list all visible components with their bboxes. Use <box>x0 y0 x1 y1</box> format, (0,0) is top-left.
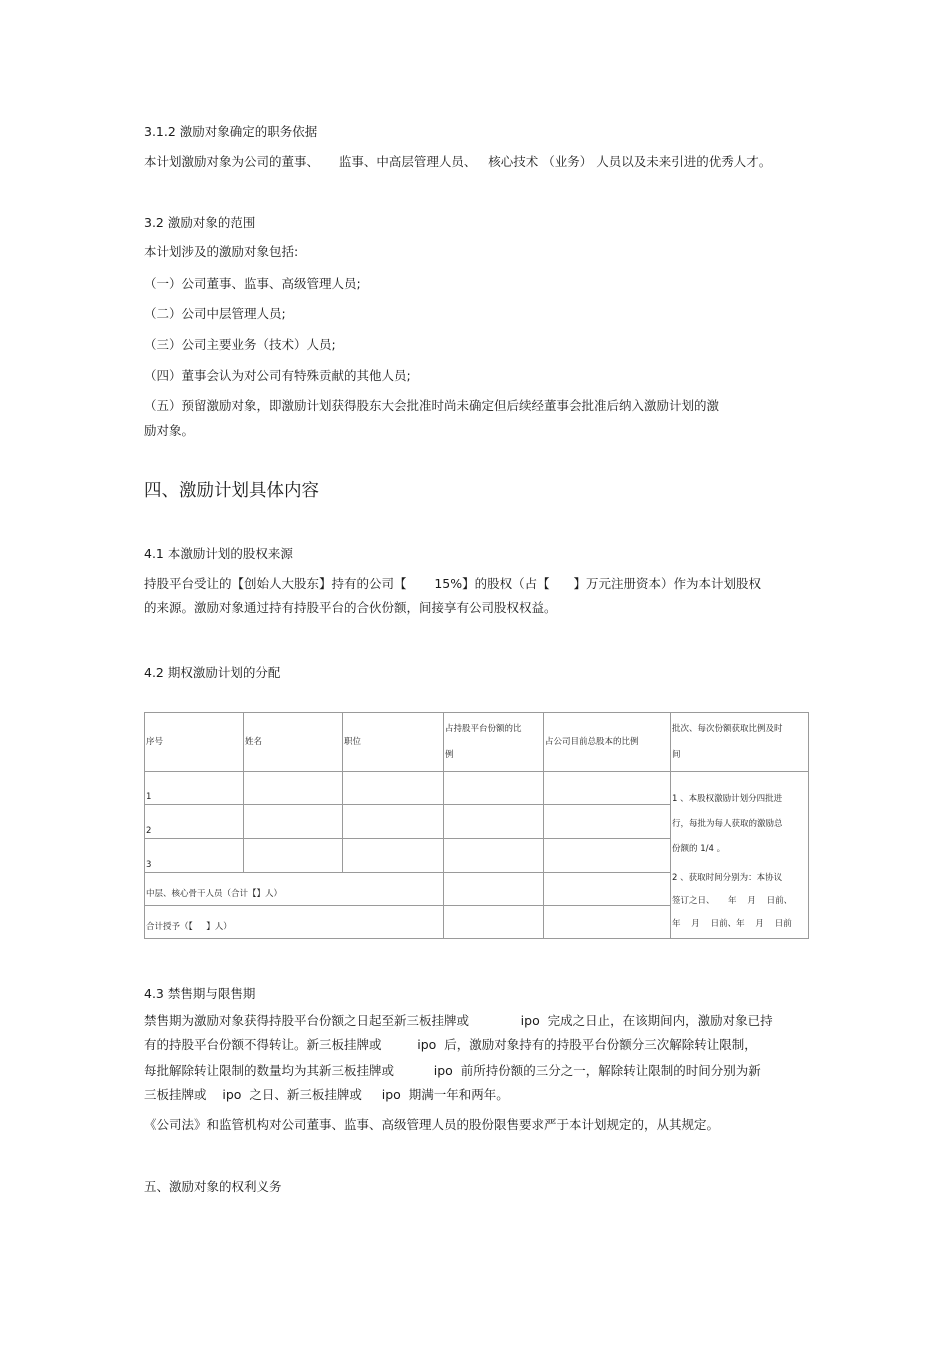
batch-schedule-note <box>671 772 809 939</box>
list-item-continuation: 励对象。 <box>144 423 195 438</box>
table-cell <box>244 772 343 805</box>
table-cell <box>544 805 671 839</box>
table-cell <box>444 873 544 906</box>
section-4-1-line-2: 的来源。激励对象通过持有持股平台的合伙份额，间接享有公司股权权益。 <box>144 600 557 615</box>
allocation-table <box>144 712 809 939</box>
row-index: 2 <box>145 805 244 839</box>
list-item: （二）公司中层管理人员; <box>144 306 286 321</box>
note-line: 1 、本股权激励计划分四批进 <box>672 794 783 804</box>
row-mid-staff: 中层、核心骨干人员（合计【】人） <box>145 873 444 906</box>
section-4-3-heading: 4.3 禁售期与限售期 <box>144 986 256 1001</box>
note-line: 份额的 1/4 。 <box>672 844 726 854</box>
section-4-3-line: 三板挂牌或 ipo 之日、新三板挂牌或 ipo 期满一年和两年。 <box>144 1087 509 1102</box>
section-4-1-heading: 4.1 本激励计划的股权来源 <box>144 546 293 561</box>
note-line: 行，每批为每人获取的激励总 <box>672 819 783 829</box>
note-line: 签订之日、 年 月 日前、 <box>672 896 793 906</box>
table-cell <box>343 805 444 839</box>
table-cell <box>444 839 544 873</box>
section-3-1-2-body: 本计划激励对象为公司的董事、 监事、中高层管理人员、 核心技术 （业务） 人员以及未来引进的优秀人才。 <box>144 154 772 169</box>
table-cell <box>544 873 671 906</box>
section-4-3-line: 有的持股平台份额不得转让。新三板挂牌或 ipo 后，激励对象持有的持股平台份额分三次解除转让限制， <box>144 1037 757 1052</box>
note-line: 年 月 日前、年 月 日前 <box>672 919 792 929</box>
table-cell <box>343 839 444 873</box>
table-cell <box>244 805 343 839</box>
section-4-3-line: 禁售期为激励对象获得持股平台份额之日起至新三板挂牌或 ipo 完成之日止，在该期间内，激励对象已持 <box>144 1013 773 1028</box>
list-item: （三）公司主要业务（技术）人员; <box>144 337 336 352</box>
table-header-row <box>145 713 809 772</box>
table-cell <box>444 906 544 939</box>
section-4-1-line-1: 持股平台受让的【创始人大股东】持有的公司【 15%】的股权（占【 】万元注册资本）作为本计划股权 <box>144 576 761 591</box>
row-index: 1 <box>145 772 244 805</box>
table-cell <box>544 839 671 873</box>
row-index: 3 <box>145 839 244 873</box>
section-4-title: 四、激励计划具体内容 <box>144 481 319 501</box>
section-4-3-line: 每批解除转让限制的数量均为其新三板挂牌或 ipo 前所持份额的三分之一，解除转让限制的时间分别为新 <box>144 1063 761 1078</box>
list-item: （一）公司董事、监事、高级管理人员; <box>144 276 361 291</box>
table-cell <box>444 805 544 839</box>
section-3-1-2-heading: 3.1.2 激励对象确定的职务依据 <box>144 124 318 139</box>
table-cell <box>544 906 671 939</box>
section-4-3-line: 《公司法》和监管机构对公司董事、监事、高级管理人员的股份限售要求严于本计划规定的，从其规定。 <box>144 1117 720 1132</box>
table-cell <box>343 772 444 805</box>
row-total: 合计授予（【 】人） <box>145 906 444 939</box>
section-5-title: 五、激励对象的权利义务 <box>144 1179 282 1194</box>
header-batch-schedule-line-2: 间 <box>672 749 681 760</box>
list-item: （五）预留激励对象，即激励计划获得股东大会批准时尚未确定但后续经董事会批准后纳入激励计划的激 <box>144 398 720 413</box>
header-batch-schedule <box>671 713 809 772</box>
table-row <box>145 772 809 805</box>
table-cell <box>244 839 343 873</box>
header-platform-share-line-2: 例 <box>445 749 454 760</box>
header-position: 职位 <box>343 713 444 772</box>
table-cell <box>544 772 671 805</box>
section-3-2-intro: 本计划涉及的激励对象包括: <box>144 244 299 259</box>
list-item: （四）董事会认为对公司有特殊贡献的其他人员; <box>144 368 411 383</box>
section-3-2-heading: 3.2 激励对象的范围 <box>144 215 256 230</box>
note-line: 2 、获取时间分别为：本协议 <box>672 873 783 883</box>
header-index: 序号 <box>145 713 244 772</box>
table-cell <box>444 772 544 805</box>
header-company-share: 占公司目前总股本的比例 <box>544 713 671 772</box>
header-platform-share <box>444 713 544 772</box>
header-platform-share-line-1: 占持股平台份额的比 <box>445 723 522 734</box>
header-name: 姓名 <box>244 713 343 772</box>
section-4-2-heading: 4.2 期权激励计划的分配 <box>144 665 281 680</box>
header-batch-schedule-line-1: 批次、每次份额获取比例及时 <box>672 723 783 734</box>
